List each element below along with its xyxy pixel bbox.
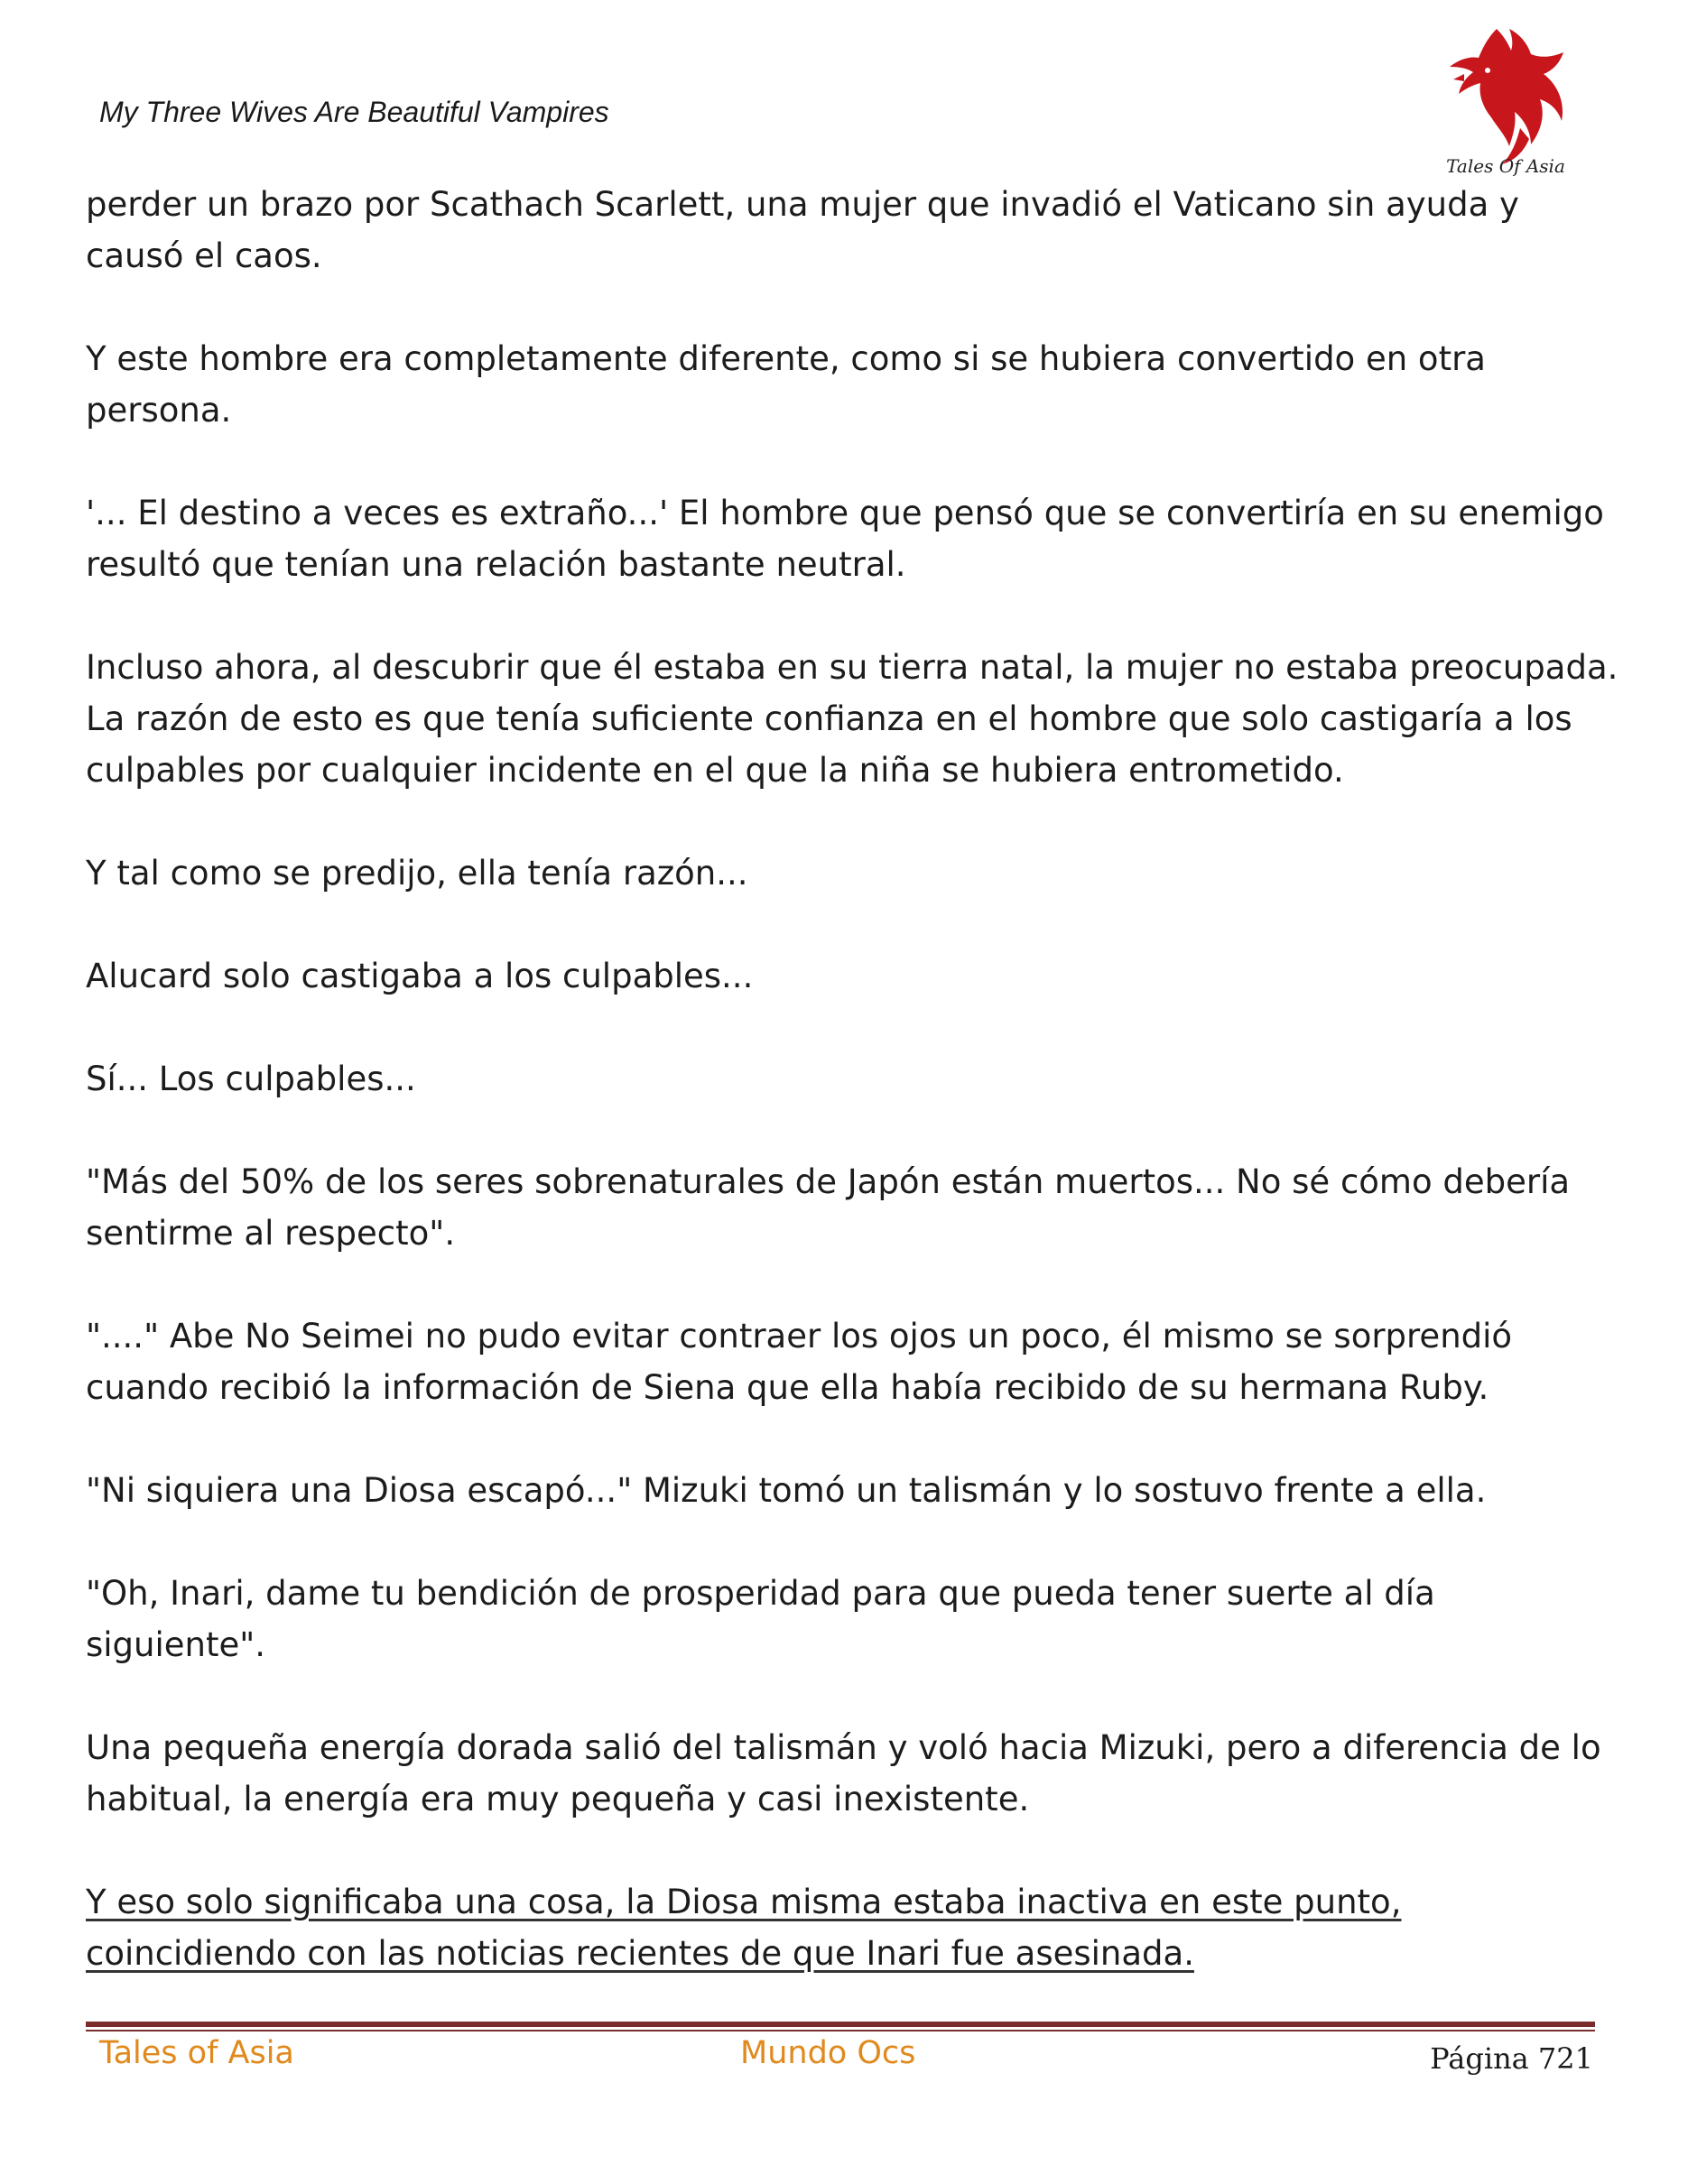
paragraph: Sí... Los culpables... — [86, 1060, 416, 1098]
chapter-body — [86, 179, 1620, 2031]
footer-divider-thin — [86, 2030, 1595, 2031]
paragraph: "Oh, Inari, dame tu bendición de prosperidad para que pueda tener suerte al día siguiente". — [86, 1574, 1435, 1664]
paragraph: "Más del 50% de los seres sobrenaturales de Japón están muertos... No sé cómo debería sentirme al respecto". — [86, 1162, 1571, 1253]
footer-site-name: Tales of Asia — [99, 2035, 294, 2071]
paragraph: "...." Abe No Seimei no pudo evitar contraer los ojos un poco, él mismo se sorprendió cuando recibió la información de Siena que ella había recibido de su hermana Ruby. — [86, 1317, 1513, 1407]
paragraph: '... El destino a veces es extraño...' El hombre que pensó que se convertiría en su enemigo resultó que tenían una relación bastante neutral. — [86, 494, 1604, 584]
paragraph: perder un brazo por Scathach Scarlett, una mujer que invadió el Vaticano sin ayuda y causó el caos. — [86, 185, 1519, 275]
page-number: Página 721 — [1430, 2041, 1593, 2076]
paragraph: Y tal como se predijo, ella tenía razón... — [86, 854, 748, 893]
paragraph: Alucard solo castigaba a los culpables... — [86, 957, 754, 995]
paragraph: Una pequeña energía dorada salió del talismán y voló hacia Mizuki, pero a diferencia de lo habitual, la energía era muy pequeña y casi inexistente. — [86, 1728, 1601, 1818]
footer-divider — [86, 2022, 1595, 2027]
logo-text: Tales Of Asia — [1446, 155, 1565, 177]
paragraph: Y eso solo significaba una cosa, la Diosa misma estaba inactiva en este punto, coincidiendo con las noticias recientes de que Inari fue asesinada. — [86, 1883, 1402, 1973]
paragraph: "Ni siquiera una Diosa escapó..." Mizuki tomó un talismán y lo sostuvo frente a ella. — [86, 1471, 1487, 1510]
paragraph: Y este hombre era completamente diferente, como si se hubiera convertido en otra persona. — [86, 339, 1486, 430]
footer-category: Mundo Ocs — [740, 2035, 916, 2071]
paragraph: Incluso ahora, al descubrir que él estaba en su tierra natal, la mujer no estaba preocupada. La razón de esto es que tenía suficiente confianza en el hombre que solo castigaría a los culpables por cualquier incidente en el que la niña se hubiera entrometido. — [86, 648, 1618, 790]
header-title: My Three Wives Are Beautiful Vampires — [99, 96, 609, 128]
